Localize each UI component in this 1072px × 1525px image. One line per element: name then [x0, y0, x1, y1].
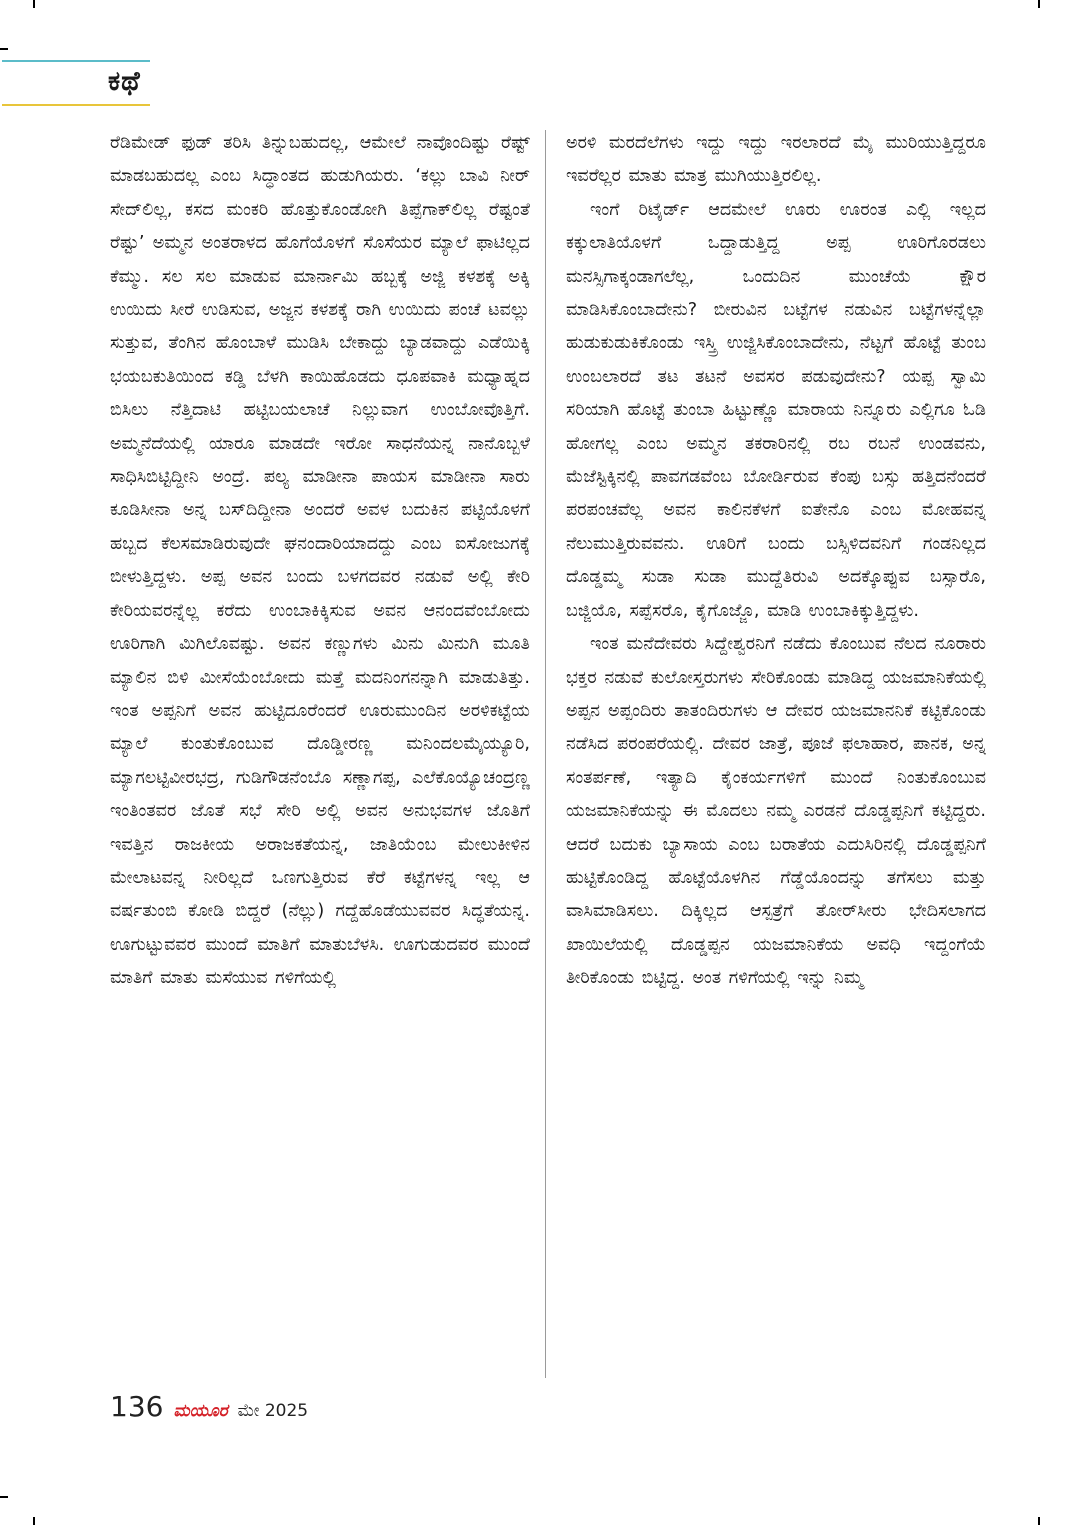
crop-mark-bottom-right — [1038, 1517, 1040, 1525]
issue-date: ಮೇ 2025 — [237, 1401, 309, 1421]
paragraph: ರೆಡಿಮೇಡ್ ಫುಡ್ ತರಿಸಿ ತಿನ್ನುಬಹುದಲ್ಲ, ಆಮೇಲೆ ನಾವೊಂದಿಷ್ಟು ರೆಷ್ಟ್ ಮಾಡಬಹುದಲ್ಲ ಎಂಬ ಸಿದ್ಧಾಂತದ ಹುಡುಗಿಯರು. ‘ಕಲ್ಲು ಬಾವಿ ನೀರ್ ಸೇದ್‌ಲಿಲ್ಲ, ಕಸದ ಮಂಕರಿ ಹೊತ್ತುಕೊಂಡೋಗಿ ತಿಪ್ಪೆಗಾಕ್‌ಲಿಲ್ಲ ರೆಷ್ಟಂತೆ ರೆಷ್ಟು’ ಅಮ್ಮನ ಅಂತರಾಳದ ಹೊಗೆಯೊಳಗೆ ಸೊಸೆಯರ ಮ್ಯಾಲೆ ಫಾಟಿಲ್ಲದ ಕೆಮ್ಮು. ಸಲ ಸಲ ಮಾಡುವ ಮಾರ್ನಾಮಿ ಹಬ್ಬಕ್ಕೆ ಅಜ್ಜಿ ಕಳಶಕ್ಕೆ ಅಕ್ಕಿ ಉಯಿದು ಸೀರೆ ಉಡಿಸುವ, ಅಜ್ಜನ ಕಳಶಕ್ಕೆ ರಾಗಿ ಉಯಿದು ಪಂಚೆ ಟವಲ್ಲು ಸುತ್ತುವ, ತೆಂಗಿನ ಹೊಂಬಾಳೆ ಮುಡಿಸಿ ಬೇಕಾದ್ದು ಬ್ಯಾಡವಾದ್ದು ಎಡೆಯಿಕ್ಕಿ ಭಯಬಕುತಿಯಿಂದ ಕಡ್ಡಿ ಬೆಳಗಿ ಕಾಯಿಹೊಡದು ಧೂಪವಾಕಿ ಮಧ್ಯಾಹ್ನದ ಬಿಸಿಲು ನೆತ್ತಿದಾಟಿ ಹಟ್ಟಿಬಯಲಾಚೆ ನಿಲ್ಲುವಾಗ ಉಂಬೋವೊತ್ತಿಗೆ. ಅಮ್ಮನೆದೆಯಲ್ಲಿ ಯಾರೂ ಮಾಡದೇ ಇರೋ ಸಾಧನೆಯನ್ನ ನಾನೊಬ್ಬಳೆ ಸಾಧಿಸಿಬಿಟ್ಟಿದ್ದೀನಿ ಅಂದ್ರೆ. ಪಲ್ಯ ಮಾಡೀನಾ ಪಾಯಸ ಮಾಡೀನಾ ಸಾರು ಕೂಡಿಸೀನಾ ಅನ್ನ ಬಸ್‌ದಿದ್ದೀನಾ ಅಂದರೆ ಅವಳ ಬದುಕಿನ ಪಟ್ಟಿಯೊಳಗೆ ಹಬ್ಬದ ಕೆಲಸಮಾಡಿರುವುದೇ ಘನಂದಾರಿಯಾದದ್ದು ಎಂಬ ಐಸೋಜುಗಕ್ಕೆ ಬೀಳುತ್ತಿದ್ದಳು. ಅಪ್ಪ ಅವನ ಬಂದು ಬಳಗದವರ ನಡುವೆ ಅಲ್ಲಿ ಕೇರಿ ಕೇರಿಯವರನ್ನೆಲ್ಲ ಕರೆದು ಉಂಬಾಕಿಕ್ಕಿಸುವ ಅವನ ಆನಂದವೆಂಬೋದು ಊರಿಗಾಗಿ ಮಿಗಿಲೊವಷ್ಟು. ಅವನ ಕಣ್ಣುಗಳು ಮಿನು ಮಿನುಗಿ ಮೂತಿ ಮ್ಯಾಲಿನ ಬಿಳಿ ಮೀಸೆಯೆಂಬೋದು ಮತ್ತೆ ಮದನಿಂಗನನ್ನಾಗಿ ಮಾಡುತಿತ್ತು. ಇಂತ ಅಪ್ಪನಿಗೆ ಅವನ ಹುಟ್ಟಿದೂರೆಂದರೆ ಊರುಮುಂದಿನ ಅರಳಿಕಟ್ಟೆಯ ಮ್ಯಾಲೆ ಕುಂತುಕೊಂಬುವ ದೊಡ್ಡೀರಣ್ಣ ಮನಿಂದಲಮೈಯ್ಯೂರಿ, ಮ್ಯಾಗಲಟ್ಟಿವೀರಭದ್ರ, ಗುಡಿಗೌಡನೆಂಬೊ ಸಣ್ಣಾಗಪ್ಪ, ಎಲೆಕೊಯ್ಯೊಚಂದ್ರಣ್ಣ ಇಂತಿಂತವರ ಜೊತೆ ಸಭೆ ಸೇರಿ ಅಲ್ಲಿ ಅವನ ಅನುಭವಗಳ ಜೊತಿಗೆ ಇವತ್ತಿನ ರಾಜಕೀಯ ಅರಾಜಕತೆಯನ್ನ, ಜಾತಿಯೆಂಬ ಮೇಲುಕೀಳಿನ ಮೇಲಾಟವನ್ನ ನೀರಿಲ್ಲದೆ ಒಣಗುತ್ತಿರುವ ಕೆರೆ ಕಟ್ಟೆಗಳನ್ನ ಇಲ್ಲ ಆ ವರ್ಷತುಂಬಿ ಕೋಡಿ ಬಿದ್ದರೆ (ನೆಲ್ಲು) ಗದ್ದೆಹೊಡೆಯುವವರ ಸಿದ್ಧತೆಯನ್ನ. ಊಗುಟ್ಟುವವರ ಮುಂದೆ ಮಾತಿಗೆ ಮಾತುಬೆಳಸಿ. ಊಗುಡುದವರ ಮುಂದೆ ಮಾತಿಗೆ ಮಾತು ಮಸೆಯುವ ಗಳಿಗೆಯಲ್ಲಿ — [110, 133, 530, 989]
article-column-right — [566, 127, 986, 1379]
section-rule-bottom — [2, 104, 150, 106]
page-number: 136 — [110, 1390, 164, 1423]
column-divider — [545, 130, 546, 1378]
paragraph: ಇಂತ ಮನೆದೇವರು ಸಿದ್ದೇಶ್ವರನಿಗೆ ನಡೆದು ಕೊಂಬುವ ನೆಲದ ನೂರಾರು ಭಕ್ತರ ನಡುವೆ ಕುಲೋಸ್ತರುಗಳು ಸೇರಿಕೊಂಡು ಮಾಡಿದ್ದ ಯಜಮಾನಿಕೆಯಲ್ಲಿ ಅಪ್ಪನ ಅಪ್ಪಂದಿರು ತಾತಂದಿರುಗಳು ಆ ದೇವರ ಯಜಮಾನನಿಕೆ ಕಟ್ಟಿಕೊಂಡು ನಡೆಸಿದ ಪರಂಪರೆಯಲ್ಲಿ. ದೇವರ ಜಾತ್ರೆ, ಪೂಜೆ ಫಲಾಹಾರ, ಪಾನಕ, ಅನ್ನ ಸಂತರ್ಪಣೆ, ಇತ್ಯಾದಿ ಕೈಂಕರ್ಯಗಳಿಗೆ ಮುಂದೆ ನಿಂತುಕೊಂಬುವ ಯಜಮಾನಿಕೆಯನ್ನು ಈ ಮೊದಲು ನಮ್ಮ ಎರಡನೆ ದೊಡ್ಡಪ್ಪನಿಗೆ ಕಟ್ಟಿದ್ದರು. ಆದರೆ ಬದುಕು ಬ್ಯಾಸಾಯ ಎಂಬ ಬರಾತೆಯ ಎದುಸಿರಿನಲ್ಲಿ ದೊಡ್ಡಪ್ಪನಿಗೆ ಹುಟ್ಟಿಕೊಂಡಿದ್ದ ಹೊಟ್ಟೆಯೊಳಗಿನ ಗೆಡ್ಡೆಯೊಂದನ್ನು ತಗೆಸಲು ಮತ್ತು ವಾಸಿಮಾಡಿಸಲು. ದಿಕ್ಕಿಲ್ಲದ ಆಸ್ಪತ್ರೆಗೆ ತೋರ್‌ಸೀರು ಭೇದಿಸಲಾಗದ ಖಾಯಿಲೆಯಲ್ಲಿ ದೊಡ್ಡಪ್ಪನ ಯಜಮಾನಿಕೆಯ ಅವಧಿ ಇದ್ದಂಗೆಯೆ ತೀರಿಕೊಂಡು ಬಿಟ್ಟಿದ್ದ. ಅಂತ ಗಳಿಗೆಯಲ್ಲಿ ಇನ್ನು ನಿಮ್ಮ — [566, 634, 986, 989]
section-title: ಕಥೆ — [108, 66, 141, 97]
magazine-logo: ಮಯೂರ — [173, 1401, 228, 1421]
paragraph: ಇಂಗೆ ರಿಟೈರ್ಡ್ ಆದಮೇಲೆ ಊರು ಊರಂತ ಎಲ್ಲಿ ಇಲ್ಲದ ಕಕ್ಕುಲಾತಿಯೊಳಗೆ ಒದ್ದಾಡುತ್ತಿದ್ದ ಅಪ್ಪ ಊರಿಗೊರಡಲು ಮನಸ್ಸಿಗಾಕ್ಕಂಡಾಗಲೆಲ್ಲ, ಒಂದುದಿನ ಮುಂಚೆಯೆ ಕ್ಷೌರ ಮಾಡಿಸಿಕೊಂಬಾದೇನು? ಬೀರುವಿನ ಬಟ್ಟೆಗಳ ನಡುವಿನ ಬಟ್ಟೆಗಳನ್ನೆಲ್ಲಾ ಹುಡುಕುಡುಕಿಕೊಂಡು ಇಸ್ತ್ರಿ ಉಜ್ಜಿಸಿಕೊಂಬಾದೇನು, ನೆಟ್ಟಗೆ ಹೊಟ್ಟೆ ತುಂಬ ಉಂಬಲಾರದೆ ತಟ ತಟನೆ ಅವಸರ ಪಡುವುದೇನು? ಯಪ್ಪ ಸ್ವಾಮಿ ಸರಿಯಾಗಿ ಹೊಟ್ಟೆ ತುಂಬಾ ಹಿಟ್ಟುಣ್ಣೊ ಮಾರಾಯ ನಿನ್ನೂರು ಎಲ್ಲಿಗೂ ಓಡಿ ಹೋಗಲ್ಲ ಎಂಬ ಅಮ್ಮನ ತಕರಾರಿನಲ್ಲಿ ರಬ ರಬನೆ ಉಂಡವನು, ಮೆಜೆಸ್ಟಿಕ್ಕಿನಲ್ಲಿ ಪಾವಗಡವೆಂಬ ಬೋರ್ಡಿರುವ ಕೆಂಪು ಬಸ್ಸು ಹತ್ತಿದನೆಂದರೆ ಪರಪಂಚವೆಲ್ಲ ಅವನ ಕಾಲಿನಕೆಳಗೆ ಐತೇನೊ ಎಂಬ ಮೋಹವನ್ನ ನೆಲುಮುತ್ತಿರುವವನು. ಊರಿಗೆ ಬಂದು ಬಸ್ಸಿಳಿದವನಿಗೆ ಗಂಡನಿಲ್ಲದ ದೊಡ್ಡಮ್ಮ ಸುಡಾ ಸುಡಾ ಮುದ್ದೆತಿರುವಿ ಅದಕ್ಕೊಪ್ಪುವ ಬಸ್ಸಾರೊ, ಬಜ್ಜಿಯೊ, ಸಪ್ಪೆಸರೊ, ಕೈಗೊಜ್ಜೊ, ಮಾಡಿ ಉಂಬಾಕಿಕ್ಕುತ್ತಿದ್ದಳು. — [566, 199, 986, 621]
crop-mark-left-lower — [0, 1496, 8, 1498]
section-rule-top — [2, 60, 150, 62]
page-footer — [110, 1390, 308, 1426]
crop-mark-left-upper — [0, 48, 8, 50]
paragraph: ಅರಳಿ ಮರದೆಲೆಗಳು ಇದ್ದು ಇದ್ದು ಇರಲಾರದೆ ಮೈ ಮುರಿಯುತ್ತಿದ್ದರೂ ಇವರೆಲ್ಲರ ಮಾತು ಮಾತ್ರ ಮುಗಿಯುತ್ತಿರಲಿಲ್ಲ. — [566, 133, 986, 187]
crop-mark-top-left — [33, 0, 35, 8]
crop-mark-bottom-left — [33, 1517, 35, 1525]
article-column-left — [110, 127, 530, 1379]
crop-mark-top-right — [1038, 0, 1040, 8]
